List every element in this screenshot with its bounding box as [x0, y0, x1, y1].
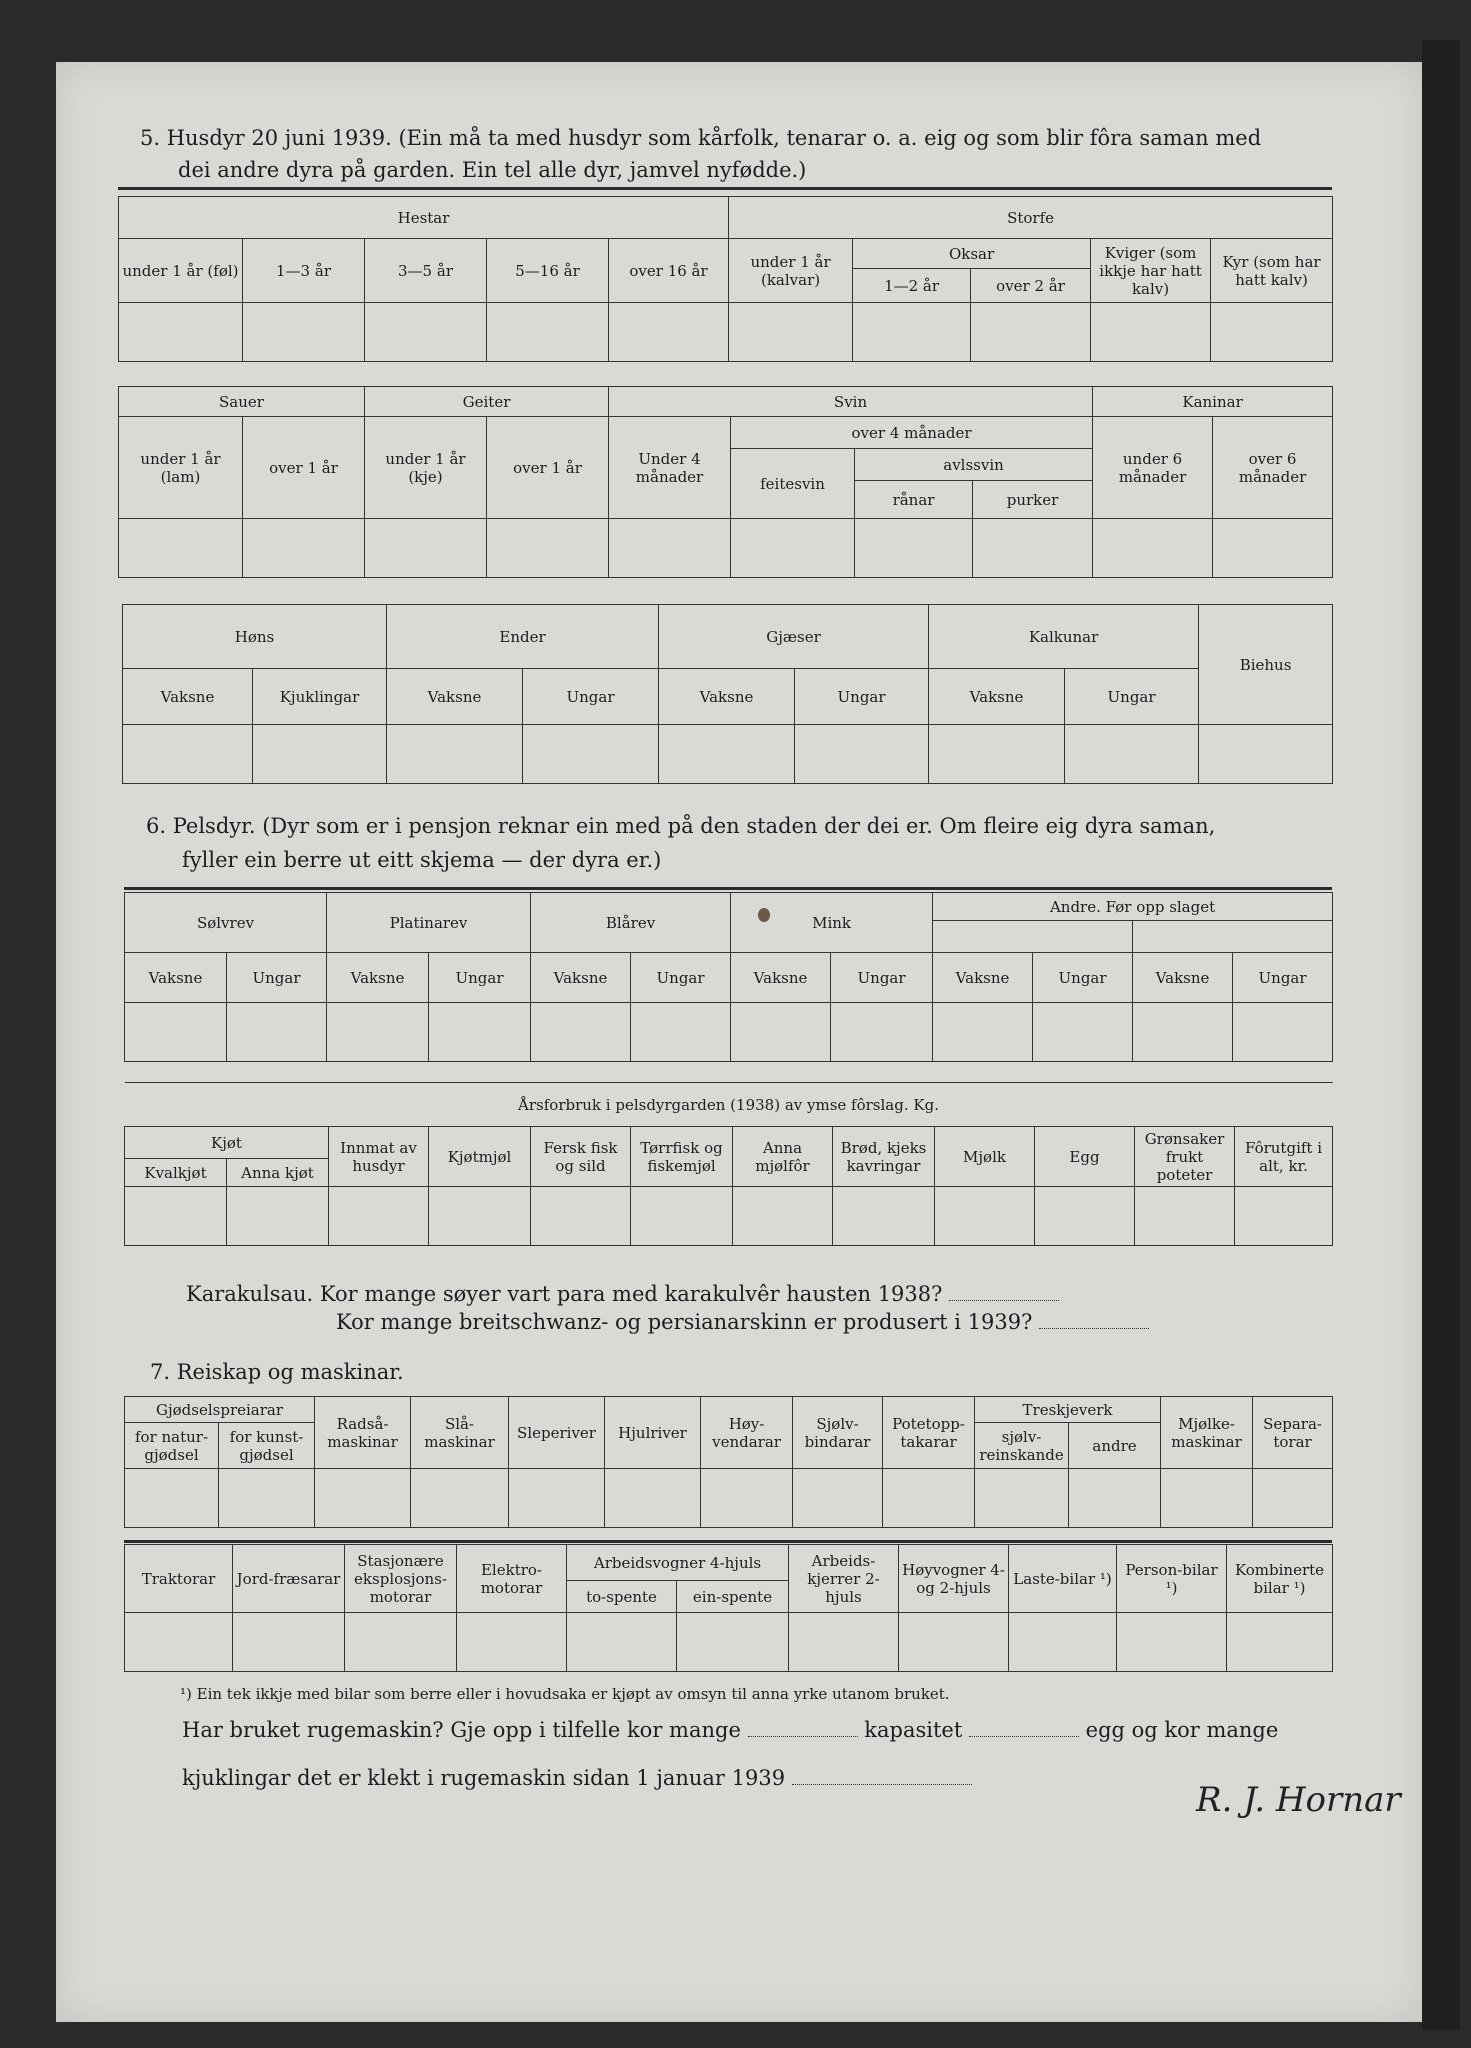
- entry-cell[interactable]: [531, 1003, 631, 1062]
- col-header: Ungar: [429, 953, 531, 1003]
- col-header: Anna kjøt: [227, 1159, 329, 1187]
- karakul-answer-2[interactable]: [1039, 1310, 1149, 1329]
- entry-cell[interactable]: [125, 1003, 227, 1062]
- col-header: Laste-bilar ¹): [1009, 1545, 1117, 1613]
- col-header: 5—16 år: [487, 239, 609, 303]
- col-header: Egg: [1035, 1127, 1135, 1187]
- header-sauer: Sauer: [119, 387, 365, 417]
- entry-cell[interactable]: [125, 1469, 219, 1528]
- col-header: Jord-fræsarar: [233, 1545, 345, 1613]
- col-header: Ungar: [227, 953, 327, 1003]
- col-header: Kvalkjøt: [125, 1159, 227, 1187]
- header-arbeidsvogner: Arbeidsvogner 4-hjuls: [567, 1545, 789, 1581]
- entry-cell[interactable]: [487, 303, 609, 362]
- entry-cell[interactable]: [509, 1469, 605, 1528]
- entry-cell[interactable]: [831, 1003, 933, 1062]
- col-header: Høy-vendarar: [701, 1397, 793, 1469]
- col-header: Mjølke-maskinar: [1161, 1397, 1253, 1469]
- rugemaskin-kjuklingar-field[interactable]: [792, 1766, 972, 1785]
- col-header: Sleperiver: [509, 1397, 605, 1469]
- entry-cell[interactable]: [365, 303, 487, 362]
- rugemaskin-line-1: [182, 1714, 1278, 1746]
- header-blarev: Blårev: [531, 893, 731, 953]
- entry-cell[interactable]: [677, 1613, 789, 1672]
- dark-scan-edge: [1422, 40, 1460, 2030]
- header-biehus: Biehus: [1199, 605, 1333, 725]
- col-header: Innmat av husdyr: [329, 1127, 429, 1187]
- entry-cell[interactable]: [411, 1469, 509, 1528]
- entry-cell[interactable]: [833, 1187, 935, 1246]
- entry-cell[interactable]: [1235, 1187, 1333, 1246]
- col-header: Elektro-motorar: [457, 1545, 567, 1613]
- header-geiter: Geiter: [365, 387, 609, 417]
- col-header: 1—3 år: [243, 239, 365, 303]
- col-header: sjølv-reinskande: [975, 1423, 1069, 1469]
- header-storfe: Storfe: [729, 197, 1333, 239]
- col-header: Vaksne: [929, 669, 1065, 725]
- entry-cell[interactable]: [855, 519, 973, 578]
- col-header: for kunst-gjødsel: [219, 1423, 315, 1469]
- col-header: Kyr (som har hatt kalv): [1211, 239, 1333, 303]
- arsforbruk-title: Årsforbruk i pelsdyrgarden (1938) av ymse fôrslag. Kg.: [125, 1083, 1333, 1127]
- entry-cell[interactable]: [345, 1613, 457, 1672]
- entry-cell[interactable]: [793, 1469, 883, 1528]
- table-fjorfe: [122, 604, 1333, 784]
- col-header: Under 4 månader: [609, 417, 731, 519]
- col-header: 3—5 år: [365, 239, 487, 303]
- section6-heading-2: fyller ein berre ut eitt skjema — der dyra er.): [182, 848, 662, 872]
- entry-cell[interactable]: [243, 303, 365, 362]
- entry-cell[interactable]: [487, 519, 609, 578]
- col-header: Kombinerte bilar ¹): [1227, 1545, 1333, 1613]
- entry-cell[interactable]: [253, 725, 387, 784]
- andre-slag-2[interactable]: [1133, 921, 1333, 953]
- col-header: Vaksne: [125, 953, 227, 1003]
- header-gjaeser: Gjæser: [659, 605, 929, 669]
- header-platinarev: Platinarev: [327, 893, 531, 953]
- col-header: Kviger (som ikkje har hatt kalv): [1091, 239, 1211, 303]
- entry-cell[interactable]: [1161, 1469, 1253, 1528]
- entry-cell[interactable]: [971, 303, 1091, 362]
- col-header: Ungar: [523, 669, 659, 725]
- entry-cell[interactable]: [731, 1003, 831, 1062]
- entry-cell[interactable]: [219, 1469, 315, 1528]
- entry-cell[interactable]: [227, 1187, 329, 1246]
- entry-cell[interactable]: [853, 303, 971, 362]
- entry-cell[interactable]: [975, 1469, 1069, 1528]
- entry-cell[interactable]: [429, 1003, 531, 1062]
- col-header: Brød, kjeks kavringar: [833, 1127, 935, 1187]
- entry-cell[interactable]: [1199, 725, 1333, 784]
- col-header: purker: [973, 481, 1093, 519]
- header-hons: Høns: [123, 605, 387, 669]
- col-header: Radså-maskinar: [315, 1397, 411, 1469]
- entry-cell[interactable]: [123, 725, 253, 784]
- rugemaskin-text-1a: Har bruket rugemaskin? Gje opp i tilfelle kor mange: [182, 1718, 741, 1742]
- entry-cell[interactable]: [1065, 725, 1199, 784]
- col-header: Ungar: [1065, 669, 1199, 725]
- rugemaskin-text-2: kjuklingar det er klekt i rugemaskin sidan 1 januar 1939: [182, 1766, 786, 1790]
- col-header: under 1 år (kalvar): [729, 239, 853, 303]
- col-header: Vaksne: [387, 669, 523, 725]
- table-kjoretoy: [124, 1544, 1333, 1672]
- col-header: Kjuklingar: [253, 669, 387, 725]
- col-header: Vaksne: [659, 669, 795, 725]
- table-hestar-storfe: [118, 196, 1333, 362]
- col-header: Stasjonære eksplosjons-motorar: [345, 1545, 457, 1613]
- col-header: Fôrutgift i alt, kr.: [1235, 1127, 1333, 1187]
- section5-heading: 5. Husdyr 20 juni 1939. (Ein må ta med husdyr som kårfolk, tenarar o. a. eig og som blir fôra saman med: [140, 126, 1262, 150]
- header-over4: over 4 månader: [731, 417, 1093, 449]
- col-header: Separa-torar: [1253, 1397, 1333, 1469]
- entry-cell[interactable]: [1133, 1003, 1233, 1062]
- entry-cell[interactable]: [1035, 1187, 1135, 1246]
- col-header: Potetopp-takarar: [883, 1397, 975, 1469]
- entry-cell[interactable]: [883, 1469, 975, 1528]
- header-kalkunar: Kalkunar: [929, 605, 1199, 669]
- entry-cell[interactable]: [609, 519, 731, 578]
- entry-cell[interactable]: [899, 1613, 1009, 1672]
- entry-cell[interactable]: [631, 1003, 731, 1062]
- col-header: Arbeids-kjerrer 2-hjuls: [789, 1545, 899, 1613]
- rugemaskin-text-1c: egg og kor mange: [1085, 1718, 1279, 1742]
- header-kaninar: Kaninar: [1093, 387, 1333, 417]
- col-header: Tørrfisk og fiskemjøl: [631, 1127, 733, 1187]
- section5-heading-2: dei andre dyra på garden. Ein tel alle dyr, jamvel nyfødde.): [178, 158, 807, 182]
- col-header: Fersk fisk og sild: [531, 1127, 631, 1187]
- entry-cell[interactable]: [701, 1469, 793, 1528]
- table-arsforbruk: [124, 1082, 1333, 1246]
- header-mink: Mink: [731, 893, 933, 953]
- table-pelsdyr: [124, 892, 1333, 1062]
- entry-cell[interactable]: [125, 1613, 233, 1672]
- col-header: Vaksne: [123, 669, 253, 725]
- col-header: Ungar: [831, 953, 933, 1003]
- entry-cell[interactable]: [227, 1003, 327, 1062]
- col-header: under 1 år (kje): [365, 417, 487, 519]
- entry-cell[interactable]: [609, 303, 729, 362]
- entry-cell[interactable]: [365, 519, 487, 578]
- entry-cell[interactable]: [233, 1613, 345, 1672]
- entry-cell[interactable]: [631, 1187, 733, 1246]
- col-header: over 1 år: [243, 417, 365, 519]
- entry-cell[interactable]: [933, 1003, 1033, 1062]
- table-sauer-svin: [118, 386, 1333, 578]
- col-header: Hjulriver: [605, 1397, 701, 1469]
- entry-cell[interactable]: [731, 519, 855, 578]
- andre-slag-1[interactable]: [933, 921, 1133, 953]
- handwritten-signature: R. J. Hornar: [1196, 1780, 1401, 1820]
- col-header: Slå-maskinar: [411, 1397, 509, 1469]
- entry-cell[interactable]: [659, 725, 795, 784]
- entry-cell[interactable]: [935, 1187, 1035, 1246]
- entry-cell[interactable]: [1091, 303, 1211, 362]
- rugemaskin-antall-field[interactable]: [748, 1718, 858, 1737]
- entry-cell[interactable]: [1009, 1613, 1117, 1672]
- entry-cell[interactable]: [567, 1613, 677, 1672]
- col-header: Traktorar: [125, 1545, 233, 1613]
- col-header: Person-bilar ¹): [1117, 1545, 1227, 1613]
- entry-cell[interactable]: [523, 725, 659, 784]
- header-solvrev: Sølvrev: [125, 893, 327, 953]
- entry-cell[interactable]: [429, 1187, 531, 1246]
- header-andre: Andre. Før opp slaget: [933, 893, 1333, 921]
- col-header: over 2 år: [971, 269, 1091, 303]
- karakul-question-2-text: Kor mange breitschwanz- og persianarskinn er produsert i 1939?: [336, 1310, 1033, 1334]
- entry-cell[interactable]: [387, 725, 523, 784]
- col-header: Høyvogner 4- og 2-hjuls: [899, 1545, 1009, 1613]
- col-header: Sjølv-bindarar: [793, 1397, 883, 1469]
- entry-cell[interactable]: [457, 1613, 567, 1672]
- entry-cell[interactable]: [119, 303, 243, 362]
- entry-cell[interactable]: [929, 725, 1065, 784]
- section6-rule: [124, 887, 1332, 890]
- section5-rule: [118, 187, 1332, 190]
- col-header: Mjølk: [935, 1127, 1035, 1187]
- header-avlssvin: avlssvin: [855, 449, 1093, 481]
- col-header: to-spente: [567, 1581, 677, 1613]
- col-header: Grønsaker frukt poteter: [1135, 1127, 1235, 1187]
- ink-spot: [758, 908, 770, 922]
- col-header: over 1 år: [487, 417, 609, 519]
- entry-cell[interactable]: [327, 1003, 429, 1062]
- entry-cell[interactable]: [1211, 303, 1333, 362]
- header-gjodsel: Gjødselspreiarar: [125, 1397, 315, 1423]
- col-header: Anna mjølfôr: [733, 1127, 833, 1187]
- col-header: Ungar: [631, 953, 731, 1003]
- col-header: under 6 månader: [1093, 417, 1213, 519]
- col-header: Vaksne: [327, 953, 429, 1003]
- entry-cell[interactable]: [125, 1187, 227, 1246]
- entry-cell[interactable]: [733, 1187, 833, 1246]
- col-header: Ungar: [1033, 953, 1133, 1003]
- entry-cell[interactable]: [1253, 1469, 1333, 1528]
- header-hestar: Hestar: [119, 197, 729, 239]
- karakul-answer-1[interactable]: [949, 1282, 1059, 1301]
- karakul-question-1-text: Karakulsau. Kor mange søyer vart para med karakulvêr hausten 1938?: [186, 1282, 943, 1306]
- entry-cell[interactable]: [795, 725, 929, 784]
- entry-cell[interactable]: [531, 1187, 631, 1246]
- section7-heading: 7. Reiskap og maskinar.: [150, 1360, 404, 1384]
- entry-cell[interactable]: [605, 1469, 701, 1528]
- col-header: 1—2 år: [853, 269, 971, 303]
- col-header: Vaksne: [933, 953, 1033, 1003]
- rugemaskin-kapasitet-field[interactable]: [969, 1718, 1079, 1737]
- entry-cell[interactable]: [1093, 519, 1213, 578]
- col-header: Vaksne: [731, 953, 831, 1003]
- entry-cell[interactable]: [1233, 1003, 1333, 1062]
- header-oksar: Oksar: [853, 239, 1091, 269]
- col-header: over 6 månader: [1213, 417, 1333, 519]
- entry-cell[interactable]: [1069, 1469, 1161, 1528]
- entry-cell[interactable]: [729, 303, 853, 362]
- col-header: under 1 år (føl): [119, 239, 243, 303]
- col-header: andre: [1069, 1423, 1161, 1469]
- col-header: over 16 år: [609, 239, 729, 303]
- entry-cell[interactable]: [1117, 1613, 1227, 1672]
- col-header: rånar: [855, 481, 973, 519]
- karakul-question-2: [336, 1306, 1149, 1338]
- entry-cell[interactable]: [1033, 1003, 1133, 1062]
- entry-cell[interactable]: [1227, 1613, 1333, 1672]
- entry-cell[interactable]: [973, 519, 1093, 578]
- table-reiskap: [124, 1396, 1333, 1528]
- header-tresk: Treskjeverk: [975, 1397, 1161, 1423]
- entry-cell[interactable]: [789, 1613, 899, 1672]
- entry-cell[interactable]: [1135, 1187, 1235, 1246]
- header-svin: Svin: [609, 387, 1093, 417]
- entry-cell[interactable]: [119, 519, 243, 578]
- header-kjot: Kjøt: [125, 1127, 329, 1159]
- col-header: feitesvin: [731, 449, 855, 519]
- col-header: Vaksne: [531, 953, 631, 1003]
- entry-cell[interactable]: [315, 1469, 411, 1528]
- rugemaskin-text-1b: kapasitet: [864, 1718, 963, 1742]
- col-header: for natur-gjødsel: [125, 1423, 219, 1469]
- col-header: Ungar: [1233, 953, 1333, 1003]
- entry-cell[interactable]: [329, 1187, 429, 1246]
- entry-cell[interactable]: [1213, 519, 1333, 578]
- section6-heading: 6. Pelsdyr. (Dyr som er i pensjon reknar ein med på den staden der dei er. Om fleire eig dyra saman,: [146, 814, 1216, 838]
- col-header: Vaksne: [1133, 953, 1233, 1003]
- entry-cell[interactable]: [243, 519, 365, 578]
- col-header: Kjøtmjøl: [429, 1127, 531, 1187]
- col-header: ein-spente: [677, 1581, 789, 1613]
- rugemaskin-line-2: [182, 1762, 972, 1794]
- col-header: Ungar: [795, 669, 929, 725]
- header-ender: Ender: [387, 605, 659, 669]
- col-header: under 1 år (lam): [119, 417, 243, 519]
- footnote: ¹) Ein tek ikkje med bilar som berre eller i hovudsaka er kjøpt av omsyn til anna yrke utanom bruket.: [180, 1685, 950, 1703]
- section7-rule: [124, 1540, 1332, 1543]
